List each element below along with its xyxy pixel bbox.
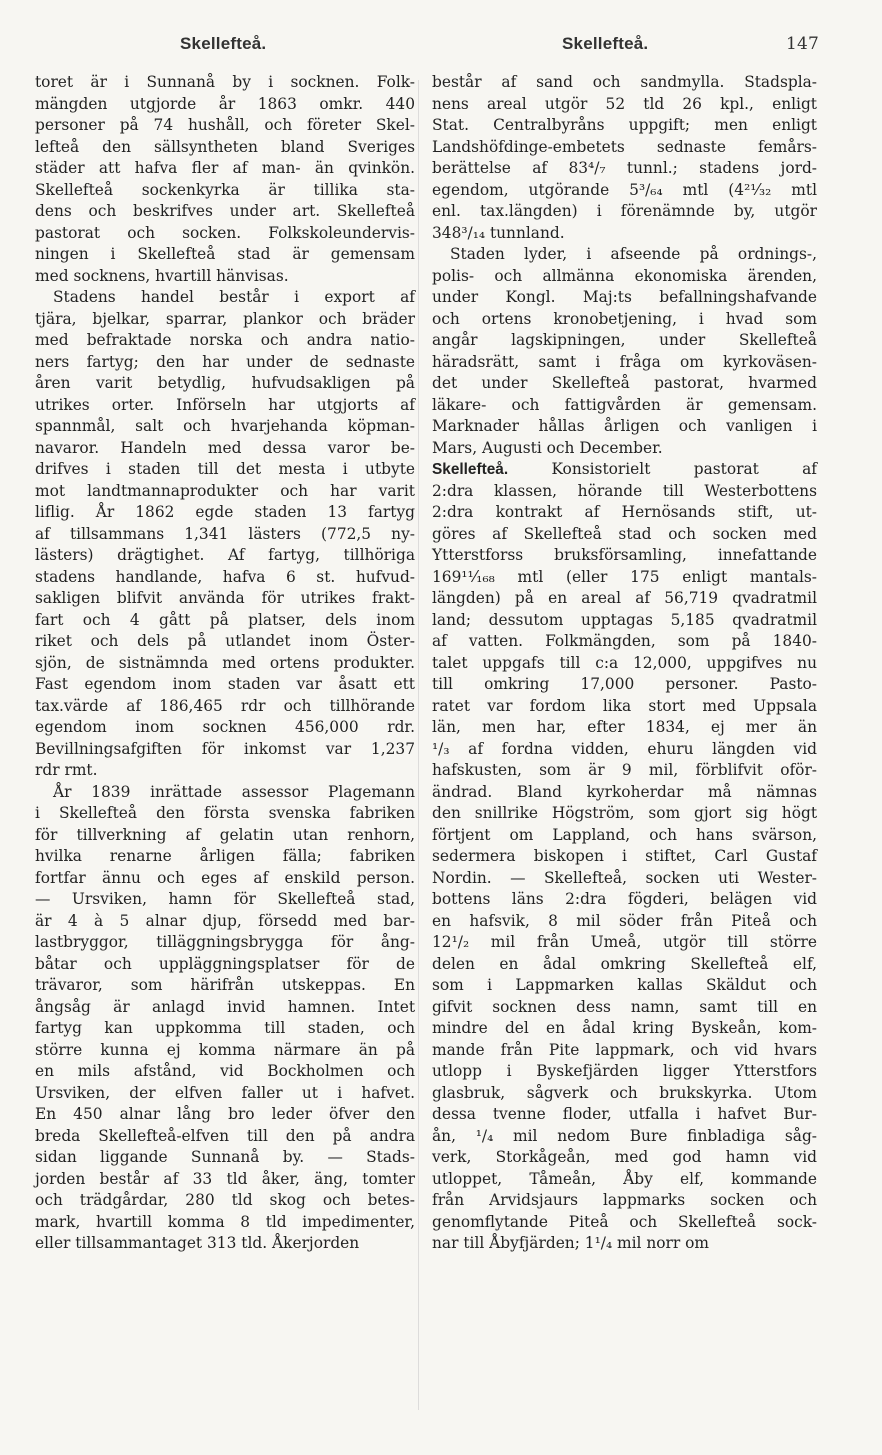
text-line: nens areal utgör 52 tld 26 kpl., enligt: [432, 94, 817, 113]
text-line: gifvit socknen dess namn, samt till en: [432, 997, 817, 1016]
text-line: 12¹/₂ mil från Umeå, utgör till större: [432, 933, 817, 951]
text-line: ningen i Skellefteå stad är gemensam: [35, 245, 415, 263]
text-line: 348³/₁₄ tunnland.: [432, 223, 565, 242]
text-line: Skellefteå. Konsistorielt pastorat af: [432, 460, 817, 478]
text-line: sakligen blifvit använda för utrikes frakt-: [35, 589, 415, 607]
text-line: toret är i Sunnanå by i socknen. Folk-: [35, 73, 415, 91]
text-line: en mils afstånd, vid Bockholmen och: [35, 1062, 415, 1080]
text-line: 2:dra kontrakt af Hernösands stift, ut-: [432, 503, 817, 521]
text-line: utlopp i Byskefjärden ligger Ytterstfors: [432, 1062, 817, 1080]
text-line: Mars, Augusti och December.: [432, 438, 663, 457]
text-line: mande från Pite lappmark, och vid hvars: [432, 1040, 817, 1059]
text-line: mot landtmannaprodukter och har varit: [35, 481, 415, 500]
text-line: fortfar ännu och eges af enskild person.: [35, 868, 415, 887]
text-line: egendom inom socknen 456,000 rdr.: [35, 718, 415, 736]
text-line: År 1839 inrättade assessor Plagemann: [53, 782, 415, 801]
text-line: ¹/₃ af fordna vidden, ehuru längden vid: [432, 739, 817, 758]
text-line: lastbryggor, tilläggningsbrygga för ång-: [35, 933, 415, 951]
page-number: 147: [786, 34, 820, 54]
text-line: den snillrike Högström, som gjort sig högt: [432, 804, 817, 822]
text-line: egendom, utgörande 5³/₆₄ mtl (4²¹⁄₃₂ mtl: [432, 180, 817, 199]
text-line: Nordin. — Skellefteå, socken uti Wester-: [432, 868, 817, 887]
right-text-column: [432, 72, 817, 1255]
text-line: — Ursviken, hamn för Skellefteå stad,: [35, 890, 415, 908]
text-line: En 450 alnar lång bro leder öfver den: [35, 1105, 415, 1123]
text-line: dessa tvenne floder, utfalla i hafvet Bur-: [432, 1105, 817, 1123]
text-line: liflig. År 1862 egde staden 13 fartyg: [35, 503, 415, 521]
text-line: nar till Åbyfjärden; 1¹/₄ mil norr om: [432, 1234, 709, 1252]
text-line: större kunna ej komma närmare än på: [35, 1040, 415, 1059]
text-line: genomflytande Piteå och Skellefteå sock-: [432, 1212, 817, 1231]
text-line: till omkring 17,000 personer. Pasto-: [432, 675, 817, 693]
text-line: lästers) drägtighet. Af fartyg, tillhöriga: [35, 546, 415, 564]
text-line: breda Skellefteå-elfven till den på andra: [35, 1126, 415, 1145]
text-line: läkare- och fattigvården är gemensam.: [432, 395, 817, 414]
text-line: drifves i staden till det mesta i utbyte: [35, 460, 415, 478]
text-line: enl. tax.längden) i förenämnde by, utgör: [432, 202, 817, 220]
text-line: mindre del en ådal kring Byskeån, kom-: [432, 1019, 817, 1037]
text-line: hafskusten, som är 9 mil, förblifvit oför-: [432, 761, 817, 779]
text-line: i Skellefteå den första svenska fabriken: [35, 804, 415, 822]
text-line: och trädgårdar, 280 tld skog och betes-: [35, 1191, 415, 1209]
text-line: rdr rmt.: [35, 761, 98, 779]
text-line: jorden består af 33 tld åker, äng, tomter: [35, 1169, 415, 1188]
text-line: navaror. Handeln med dessa varor be-: [35, 438, 415, 457]
text-line: ändrad. Bland kyrkoherdar må nämnas: [432, 782, 817, 801]
text-line: polis- och allmänna ekonomiska ärenden,: [432, 266, 817, 285]
text-line: förtjent om Lappland, och hans svärson,: [432, 825, 817, 844]
text-line: talet uppgafs till c:a 12,000, uppgifves nu: [432, 653, 817, 672]
text-line: berättelse af 83⁴/₇ tunnl.; stadens jord-: [432, 159, 817, 177]
text-line: och ortens kronobetjening, i hvad som: [432, 309, 817, 328]
text-line: delen en ådal omkring Skellefteå elf,: [432, 954, 817, 973]
text-line: ratet var fordom lika stort med Uppsala: [432, 696, 817, 715]
text-line: Landshöfdinge-embetets sednaste femårs-: [432, 137, 817, 156]
text-line: det under Skellefteå pastorat, hvarmed: [432, 374, 817, 392]
text-line: sjön, de sistnämnda med ortens produkter.: [35, 653, 415, 672]
text-line: häradsrätt, samt i fråga om kyrkoväsen-: [432, 352, 817, 371]
text-line: med socknens, hvartill hänvisas.: [35, 266, 289, 285]
text-line: mängden utgjorde år 1863 omkr. 440: [35, 94, 415, 113]
text-line: från Arvidsjaurs lappmarks socken och: [432, 1191, 817, 1209]
text-line: Fast egendom inom staden var åsatt ett: [35, 675, 415, 693]
text-line: eller tillsammantaget 313 tld. Åkerjorden: [35, 1234, 360, 1252]
entry-heading: Skellefteå.: [432, 461, 509, 478]
text-line: Stadens handel består i export af: [53, 288, 415, 306]
text-line: verk, Storkågeån, med god hamn vid: [432, 1148, 817, 1166]
text-line: trävaror, som härifrån utskeppas. En: [35, 976, 415, 994]
text-line: Staden lyder, i afseende på ordnings-,: [450, 245, 817, 263]
text-line: tjära, bjelkar, sparrar, plankor och bräder: [35, 309, 415, 328]
text-line: Skellefteå sockenkyrka är tillika sta-: [35, 180, 415, 199]
text-line: personer på 74 hushåll, och företer Skel-: [35, 116, 415, 134]
left-page-header: Skellefteå.: [180, 34, 267, 53]
text-line: hvilka renarne årligen fälla; fabriken: [35, 847, 415, 865]
text-line: bottens läns 2:dra fögderi, belägen vid: [432, 890, 817, 908]
text-line: fartyg kan uppkomma till staden, och: [35, 1019, 415, 1037]
text-line: med befraktade norska och andra natio-: [35, 331, 415, 349]
text-line: göres af Skellefteå stad och socken med: [432, 524, 817, 543]
column-divider: [418, 80, 419, 1410]
text-line: angår lagskipningen, under Skellefteå: [432, 331, 817, 349]
text-line: båtar och uppläggningsplatser för de: [35, 954, 415, 973]
text-line: ån, ¹/₄ mil nedom Bure finbladiga såg-: [432, 1126, 817, 1145]
text-line: är 4 à 5 alnar djup, försedd med bar-: [35, 911, 415, 930]
text-line: lefteå den sällsyntheten bland Sveriges: [35, 137, 415, 156]
text-line: af tillsammans 1,341 lästers (772,5 ny-: [35, 524, 415, 543]
text-line: dens och beskrifves under art. Skellefteå: [35, 202, 415, 220]
text-line: Ursviken, der elfven faller ut i hafvet.: [35, 1083, 415, 1102]
text-line: 2:dra klassen, hörande till Westerbottens: [432, 481, 817, 500]
text-line: består af sand och sandmylla. Stadspla-: [432, 73, 817, 91]
text-line: mark, hvartill komma 8 tld impedimenter,: [35, 1212, 415, 1231]
text-line: städer att hafva fler af man- än qvinkön.: [35, 159, 415, 177]
text-line: pastorat och socken. Folkskoleundervis-: [35, 223, 415, 242]
text-line: utloppet, Tåmeån, Åby elf, kommande: [432, 1169, 817, 1188]
text-line: tax.värde af 186,465 rdr och tillhörande: [35, 696, 415, 715]
text-line: ångsåg är anlagd invid hamnen. Intet: [35, 997, 415, 1016]
text-line: län, men har, efter 1834, ej mer än: [432, 718, 817, 736]
text-line: glasbruk, sågverk och brukskyrka. Utom: [432, 1083, 817, 1102]
text-line: längden) på en areal af 56,719 qvadratmil: [432, 589, 817, 607]
text-line: åren varit betydlig, hufvudsakligen på: [35, 374, 415, 392]
text-line: en hafsvik, 8 mil söder från Piteå och: [432, 911, 817, 930]
text-line: fart och 4 gått på platser, dels inom: [35, 610, 415, 629]
text-line: spannmål, salt och hvarjehanda köpman-: [35, 417, 415, 435]
text-line: Ytterstforss bruksförsamling, innefattande: [432, 546, 817, 564]
text-line: land; dessutom upptagas 5,185 qvadratmil: [432, 610, 817, 629]
text-line: stadens handlande, hafva 6 st. hufvud-: [35, 567, 415, 586]
text-line: riket och dels på utlandet inom Öster-: [35, 632, 415, 650]
text-line: sidan liggande Sunnanå by. — Stads-: [35, 1148, 415, 1166]
text-line: under Kongl. Maj:ts befallningshafvande: [432, 288, 817, 306]
left-text-column: [35, 72, 415, 1255]
text-line: som i Lappmarken kallas Skäldut och: [432, 976, 817, 994]
text-line: sedermera biskopen i stiftet, Carl Gustaf: [432, 847, 817, 865]
text-line: Stat. Centralbyråns uppgift; men enligt: [432, 116, 817, 134]
text-line: för tillverkning af gelatin utan renhorn,: [35, 825, 415, 844]
text-line: utrikes orter. Införseln har utgjorts af: [35, 395, 415, 414]
text-line: 169¹¹⁄₁₆₈ mtl (eller 175 enligt mantals-: [432, 567, 817, 586]
text-line: af vatten. Folkmängden, som på 1840-: [432, 632, 817, 650]
text-line: ners fartyg; den har under de sednaste: [35, 352, 415, 371]
text-line: Marknader hållas årligen och vanligen i: [432, 417, 817, 435]
text-line: Bevillningsafgiften för inkomst var 1,237: [35, 739, 415, 758]
right-page-header: Skellefteå.: [562, 34, 649, 53]
